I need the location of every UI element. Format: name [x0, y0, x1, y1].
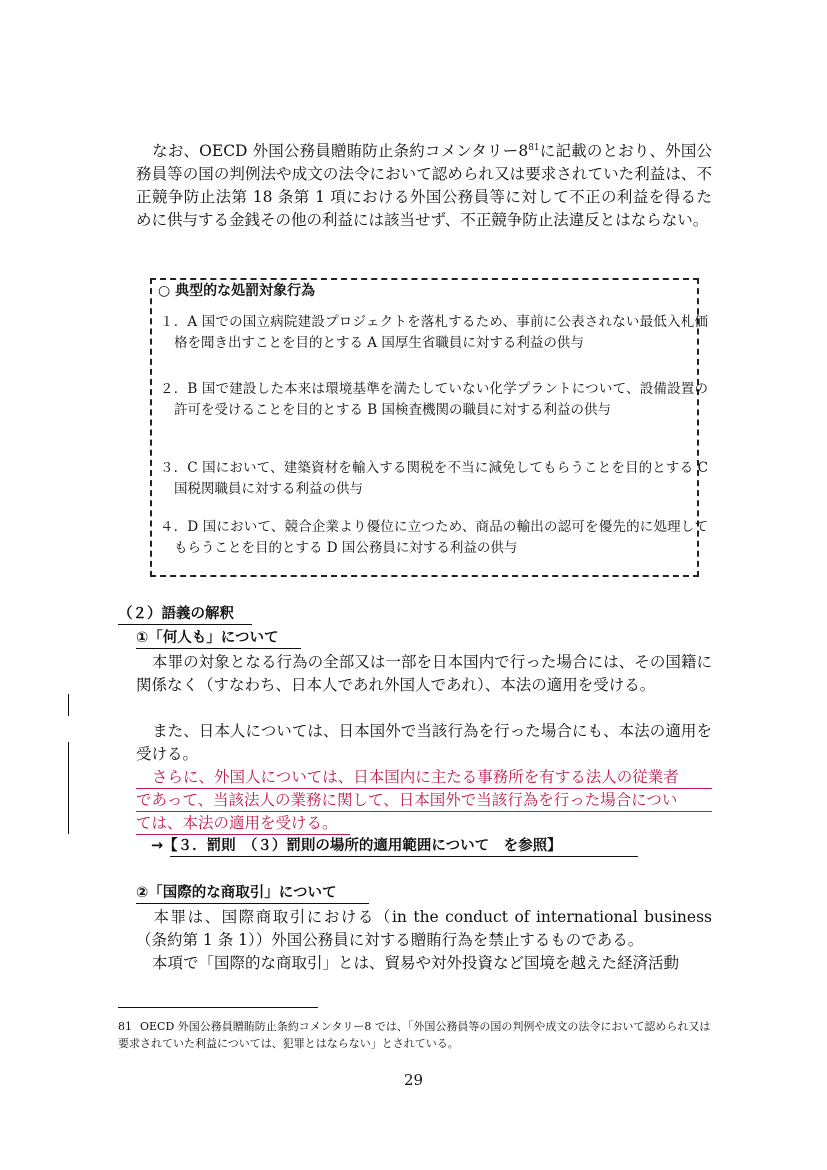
reference-link[interactable]: →【３．罰則 （３）罰則の場所的適用範囲について を参照】 — [151, 838, 562, 854]
subsection-heading-2: ②「国際的な商取引」について — [136, 885, 337, 901]
amended-line-3: ては、本法の適用を受ける。 — [136, 814, 338, 832]
footnote-rule — [118, 1007, 318, 1008]
example-item-2: ２．B 国で建設した本来は環境基準を満たしていない化学プラントについて、設備設置の許可を受けることを目的とする B 国検査機関の職員に対する利益の供与 — [160, 381, 708, 418]
amended-paragraph — [136, 766, 712, 835]
intro-paragraph: なお、OECD 外国公務員贈賄防止条約コメンタリー$8^{81}$に記載のとおり、外国公務員等の国の判例法や成文の法令において認められ又は要求されていた利益は、不正競争防止法第 18 条第 1 項における外国公務員等に対して不正の利益を得るために供与する金銭その他の利益には該当せず、不正競争防止法違反とはならない。 — [136, 142, 712, 229]
footnote-text: OECD 外国公務員贈賄防止条約コメンタリー8 では、「外国公務員等の国の判例や成文の法令において認められ又は要求されていた利益については、犯罪とはならない」とされている。 — [118, 1020, 711, 1050]
amended-underline-2 — [136, 811, 712, 812]
paragraph-international-business: 本罪は、国際商取引における（in the conduct of international business（条約第 1 条 1））外国公務員に対する贈賄行為を禁止するものである。 — [136, 908, 712, 949]
amended-underline-1 — [136, 788, 712, 789]
footnote-number: 81 — [118, 1020, 132, 1033]
amended-line-1: さらに、外国人については、日本国内に主たる事務所を有する法人の従業者 — [152, 768, 679, 786]
section-heading-underline — [118, 624, 252, 625]
example-box-title: ○ 典型的な処罰対象行為 — [158, 283, 316, 299]
subsection-heading-1-underline — [136, 648, 301, 649]
footnote-ref[interactable]: 81 — [528, 142, 540, 153]
revision-bar-2 — [68, 742, 69, 834]
reference-underline — [170, 856, 638, 857]
subsection-heading-1: ①「何人も」について — [136, 630, 279, 646]
footnote — [118, 1018, 714, 1052]
paragraph-definition: 本項で「国際的な商取引」とは、貿易や対外投資など国境を越えた経済活動 — [152, 954, 680, 972]
revision-bar-1 — [68, 694, 69, 716]
example-item-4: ４．D 国において、競合企業より優位に立つため、商品の輸出の認可を優先的に処理してもらうことを目的とする D 国公務員に対する利益の供与 — [160, 519, 708, 556]
paragraph-nationality: 本罪の対象となる行為の全部又は一部を日本国内で行った場合には、その国籍に関係なく（すなわち、日本人であれ外国人であれ）、本法の適用を受ける。 — [136, 653, 712, 694]
paragraph-japanese-nationals: また、日本人については、日本国外で当該行為を行った場合にも、本法の適用を受ける。 — [136, 722, 712, 763]
amended-underline-3 — [136, 834, 350, 835]
subsection-heading-2-underline — [136, 903, 369, 904]
page-number: 29 — [403, 1071, 424, 1089]
example-item-1: １．A 国での国立病院建設プロジェクトを落札するため、事前に公表されない最低入札価格を聞き出すことを目的とする A 国厚生省職員に対する利益の供与 — [160, 314, 708, 351]
amended-line-2: であって、当該法人の業務に関して、日本国外で当該行為を行った場合につい — [136, 791, 678, 809]
section-heading: （２）語義の解釈 — [118, 606, 234, 622]
example-item-3: ３．C 国において、建築資材を輸入する関税を不当に減免してもらうことを目的とする C 国税関職員に対する利益の供与 — [160, 460, 708, 497]
